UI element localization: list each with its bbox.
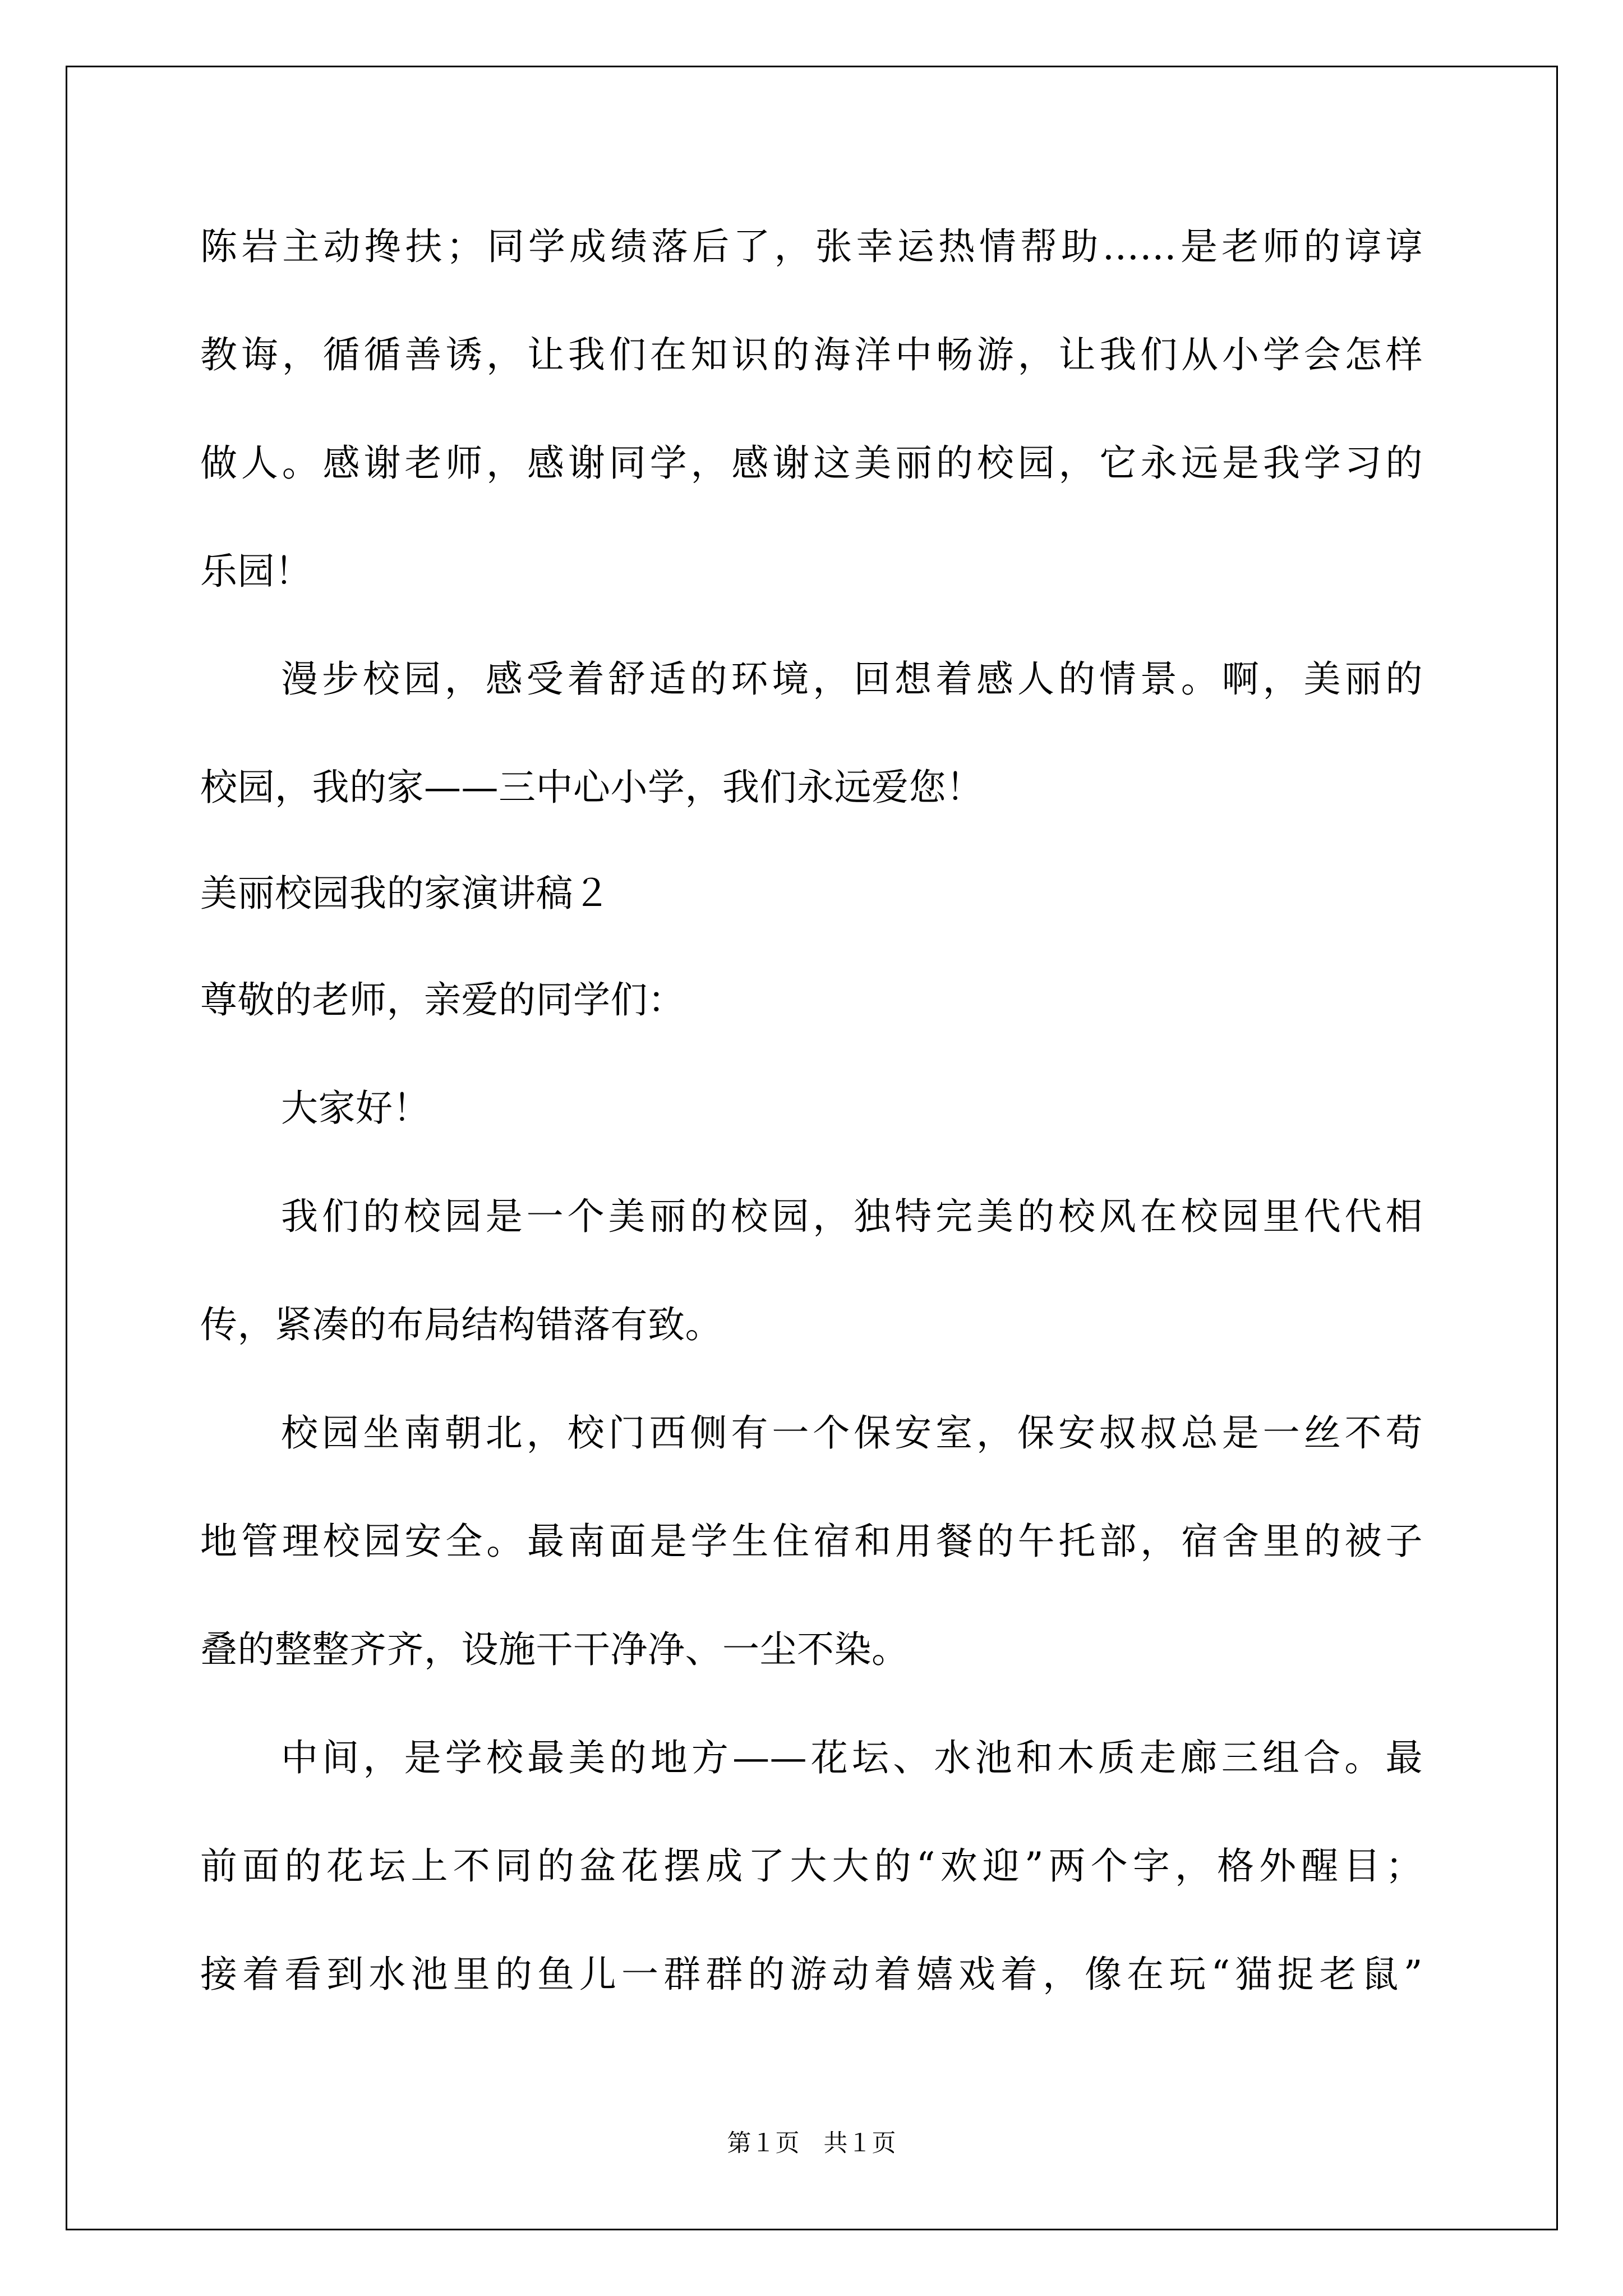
text-line: 传，紧凑的布局结构错落有致。: [200, 1303, 722, 1346]
greeting: 大家好！: [281, 1087, 430, 1130]
text-line: 做人。感谢老师，感谢同学，感谢这美丽的校园，它永远是我学习的: [200, 441, 1423, 485]
page-border: [66, 66, 1558, 2230]
text-line: 前面的花坛上不同的盆花摆成了大大的“欢迎”两个字，格外醒目；: [200, 1844, 1423, 1888]
salutation: 尊敬的老师，亲爱的同学们：: [200, 978, 685, 1022]
text-line: 地管理校园安全。最南面是学生住宿和用餐的午托部，宿舍里的被子: [200, 1520, 1423, 1563]
section-heading: 美丽校园我的家演讲稿２: [200, 872, 611, 915]
text-line: 校园，我的家——三中心小学，我们永远爱您！: [200, 766, 984, 809]
text-line: 校园坐南朝北，校门西侧有一个保安室，保安叔叔总是一丝不苟: [281, 1411, 1423, 1455]
text-line: 叠的整整齐齐，设施干干净净、一尘不染。: [200, 1628, 909, 1671]
text-line: 接着看到水池里的鱼儿一群群的游动着嬉戏着，像在玩“猫捉老鼠”: [200, 1953, 1423, 1996]
text-line: 乐园！: [200, 550, 312, 593]
text-line: 我们的校园是一个美丽的校园，独特完美的校风在校园里代代相: [281, 1195, 1423, 1238]
text-line: 中间，是学校最美的地方——花坛、水池和木质走廊三组合。最: [281, 1736, 1423, 1779]
text-line: 陈岩主动搀扶；同学成绩落后了，张幸运热情帮助……是老师的谆谆: [200, 225, 1423, 268]
page-footer: 第１页 共１页: [727, 2129, 896, 2157]
text-line: 教诲，循循善诱，让我们在知识的海洋中畅游，让我们从小学会怎样: [200, 333, 1423, 376]
text-line: 漫步校园，感受着舒适的环境，回想着感人的情景。啊，美丽的: [281, 657, 1423, 701]
